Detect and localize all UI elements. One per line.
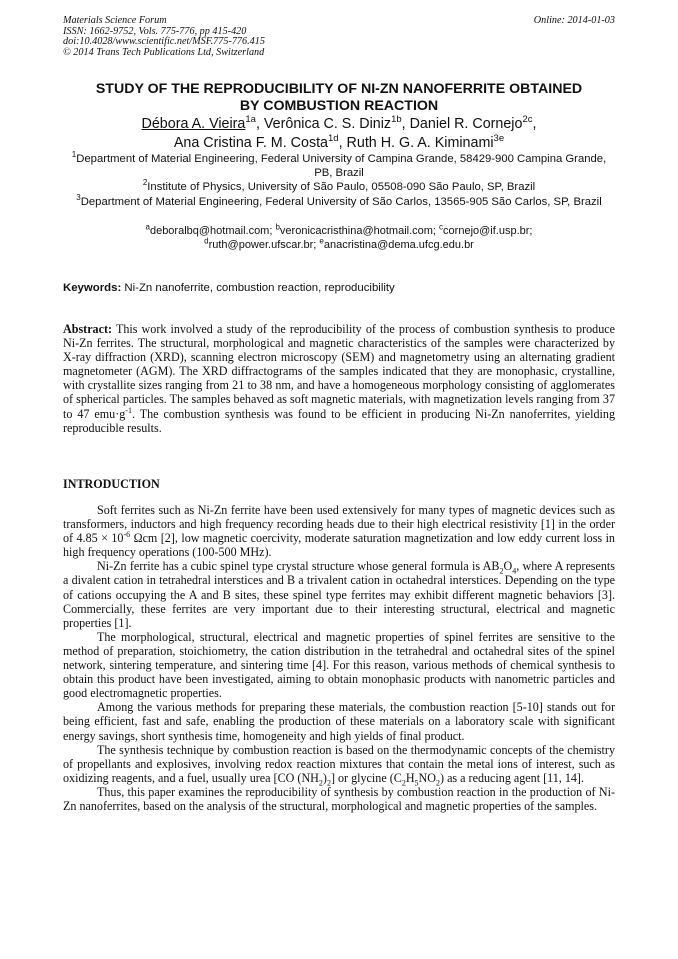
- affiliation-2-num: 2: [142, 178, 148, 188]
- author-2-affil: 1b: [391, 114, 402, 126]
- author-list: Débora A. Vieira$^{1a}$, Verônica C. S. Diniz$^{1b}$, Daniel R. Cornejo$^{2c}$, Ana Cristina F. M. Costa$^{1d}$, Ruth H. G. A. Kiminami$^{3e}$: [141, 114, 537, 151]
- affiliation-1: [63, 152, 615, 180]
- intro-paragraph-2: Ni-Zn ferrite has a cubic spinel type crystal structure whose general formula is $AB_2O_4$, where A represents a divalent cation in tetrahedral interstices and B a trivalent cation in octahedral interstices. Depending on the type of cations occupying the A and B sites, these spinel type ferrites may exhibit different magnetic behaviors [3]. Commercially, these ferrites are very important due to their interesting structural, electrical and magnetic properties [1].: [63, 559, 615, 630]
- journal-name: Materials Science Forum: [63, 15, 167, 26]
- author-2: Verônica C. S. Diniz: [263, 116, 392, 132]
- author-5: Ruth H. G. A. Kiminami: [346, 135, 494, 151]
- affiliation-1-text: Department of Material Engineering, Federal University of Campina Grande, 58429-900 Campina Grande, PB, Brazil: [76, 153, 607, 180]
- intro-paragraph-6: Thus, this paper examines the reproducibility of synthesis by combustion reaction in the production of Ni-Zn nanoferrites, based on the analysis of the structural, morphological and magnetic properties of the samples.: [63, 784, 615, 813]
- email-b[interactable]: veronicacristhina@hotmail.com;: [279, 225, 436, 237]
- intro-paragraph-1: Soft ferrites such as Ni-Zn ferrite have been used extensively for many types of magnetic devices such as transformers, inductors and high frequency recording heads due to their high electrical resistivity [1] in the order of $4.85 \times 10^{-6}$ Ωcm [2], low magnetic coercivity, moderate saturation magnetization and low eddy current loss in high frequency operations (100-500 MHz).: [63, 503, 615, 560]
- author-1-affil: 1a: [245, 114, 256, 126]
- copyright-line: © 2014 Trans Tech Publications Ltd, Switzerland: [63, 46, 265, 58]
- email-d[interactable]: ruth@power.ufscar.br;: [208, 238, 317, 251]
- affiliation-2: [63, 180, 615, 194]
- keywords-section: [63, 281, 615, 295]
- author-3: Daniel R. Cornejo: [409, 116, 523, 132]
- keywords-text: Ni-Zn nanoferrite, combustion reaction, reproducibility: [124, 282, 395, 294]
- introduction-section: [63, 503, 615, 813]
- affiliation-3-num: 3: [76, 192, 81, 202]
- affiliation-2-text: Institute of Physics, University of São Paulo, 05508-090 São Paulo, SP, Brazil: [147, 181, 536, 194]
- author-5-affil: 3e: [493, 133, 505, 145]
- author-3-affil: 2c: [522, 114, 533, 126]
- intro-paragraph-4: Among the various methods for preparing these materials, the combustion reaction [5-10] stands out for being efficient, fast and safe, enabling the production of these materials on a laboratory scale with significant energy savings, short synthesis time, homogeneity and high yields of final product.: [63, 700, 615, 743]
- issn-line: ISSN: 1662-9752, Vols. 775-776, pp 415-420: [63, 25, 247, 37]
- intro-paragraph-3: The morphological, structural, electrical and magnetic properties of spinel ferrites are sensitive to the method of preparation, stoichiometry, the cation distribution in the tetrahedral and octahedral sites of the spinel network, sintering temperature, and sintering time [4]. For this reason, various methods of chemical synthesis to obtain this product have been investigated, aiming to obtain monophasic products with nanometric particles and good electromagnetic properties.: [63, 629, 615, 701]
- keywords-label: Keywords:: [63, 282, 122, 294]
- email-a[interactable]: deboralbq@hotmail.com;: [149, 225, 273, 237]
- email-c[interactable]: cornejo@if.usp.br;: [443, 225, 533, 237]
- affiliations: [63, 152, 615, 209]
- email-e[interactable]: anacristina@dema.ufcg.edu.br: [323, 238, 474, 251]
- online-date: Online: 2014-01-03: [533, 15, 615, 26]
- author-4: Ana Cristina F. M. Costa: [173, 135, 329, 151]
- intro-paragraph-5: The synthesis technique by combustion reaction is based on the thermodynamic concepts of the chemistry of propellants and explosives, involving redox reaction mixtures that contain the metal ions of interest, such as oxidizing reagents, and a fuel, usually urea [CO $(NH_2)_2$] or glycine $(C_2H_5NO_2)$ as a reducing agent [11, 14].: [63, 742, 615, 788]
- title-line-2: BY COMBUSTION REACTION: [239, 98, 439, 114]
- author-4-affil: 1d: [328, 133, 339, 145]
- author-emails: $^a$deboralbq@hotmail.com; $^b$veronicacristhina@hotmail.com; $^c$cornejo@if.usp.br; $^d$ruth@power.ufscar.br; $^e$anacristina@dema.ufcg.edu.br: [145, 222, 533, 251]
- introduction-heading: INTRODUCTION: [63, 477, 160, 491]
- abstract-sup: -1: [125, 405, 132, 415]
- abstract-text-end: . The combustion synthesis was found to be efficient in producing Ni-Zn nanoferrites, yielding reproducible results.: [63, 406, 615, 435]
- affiliation-3: [63, 192, 615, 209]
- abstract-section: [63, 322, 615, 435]
- abstract-label: Abstract:: [63, 322, 113, 336]
- affiliation-1-num: 1: [71, 150, 77, 160]
- abstract-text: This work involved a study of the reproducibility of the process of combustion synthesis to produce Ni-Zn ferrites. The structural, morphological and magnetic characteristics of the samples were characterized by X-ray diffraction (XRD), scanning electron microscopy (SEM) and magnetometry using an alternating gradient magnetometer (AGM). The XRD diffractograms of the samples indicated that they are monophasic, crystalline, with crystallite sizes ranging from 21 to 38 nm, and have a homogeneous morphology consisting of agglomerates of spherical particles. The samples behaved as soft magnetic materials, with magnetization levels ranging from 37 to 47 emu·g: [63, 322, 615, 421]
- affiliation-3-text: Department of Material Engineering, Federal University of São Carlos, 13565-905 São Carlos, SP, Brazil: [80, 195, 602, 208]
- doi-line[interactable]: doi:10.4028/www.scientific.net/MSF.775-776.415: [63, 36, 265, 48]
- author-1[interactable]: Débora A. Vieira: [141, 116, 246, 132]
- paper-title: [63, 81, 615, 115]
- title-line-1: STUDY OF THE REPRODUCIBILITY OF NI-ZN NANOFERRITE OBTAINED: [95, 81, 583, 97]
- journal-header: [63, 16, 615, 58]
